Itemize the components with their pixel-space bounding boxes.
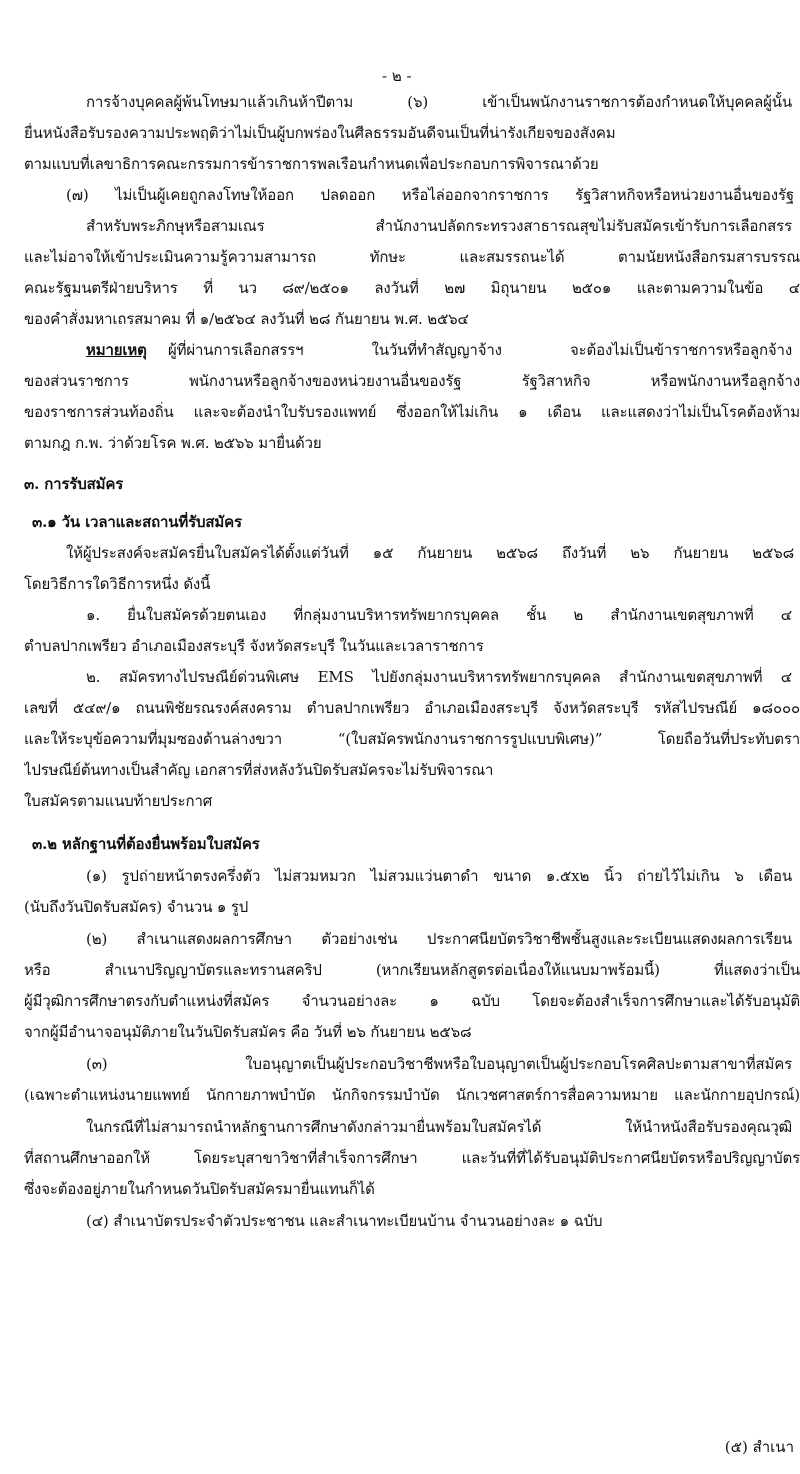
paragraph-line: (๑) รูปถ่ายหน้าตรงครึ่งตัว ไม่สวมหมวก ไม่สวมแว่นตาดำ ขนาด ๑.๕x๒ นิ้ว ถ่ายไว้ไม่เกิน ๖ เดือน bbox=[86, 867, 792, 885]
paragraph-line: ๑. ยื่นใบสมัครด้วยตนเอง ที่กลุ่มงานบริหารทรัพยากรบุคคล ชั้น ๒ สำนักงานเขตสุขภาพที่ ๔ bbox=[86, 606, 792, 624]
paragraph-line: ผู้มีวุฒิการศึกษาตรงกับตำแหน่งที่สมัคร จำนวนอย่างละ ๑ ฉบับ โดยจะต้องสำเร็จการศึกษาและได้รับอนุมัติ bbox=[24, 992, 800, 1010]
paragraph-line: ที่สถานศึกษาออกให้ โดยระบุสาขาวิชาที่สำเร็จการศึกษา และวันที่ที่ได้รับอนุมัติประกาศนียบัตรหรือปริญญาบัตร bbox=[24, 1149, 800, 1167]
paragraph-line: ๒. สมัครทางไปรษณีย์ด่วนพิเศษ EMS ไปยังกลุ่มงานบริหารทรัพยากรบุคคล สำนักงานเขตสุขภาพที่ ๔ bbox=[86, 668, 792, 686]
paragraph-line: (๒) สำเนาแสดงผลการศึกษา ตัวอย่างเช่น ประกาศนียบัตรวิชาชีพชั้นสูงและระเบียนแสดงผลการเรียน bbox=[86, 930, 792, 948]
paragraph-line: หรือ สำเนาปริญญาบัตรและทรานสคริป (หากเรียนหลักสูตรต่อเนื่องให้แนบมาพร้อมนี้) ที่แสดงว่าเป็น bbox=[24, 961, 800, 979]
paragraph-line: (เฉพาะตำแหน่งนายแพทย์ นักกายภาพบำบัด นักกิจกรรมบำบัด นักเวชศาสตร์การสื่อความหมาย และนักกายอุปกรณ์) bbox=[24, 1086, 800, 1104]
paragraph-line: ของส่วนราชการ พนักงานหรือลูกจ้างของหน่วยงานอื่นของรัฐ รัฐวิสาหกิจ หรือพนักงานหรือลูกจ้าง bbox=[24, 372, 800, 390]
continuation-marker: (๕) สำเนา bbox=[724, 1438, 794, 1456]
paragraph-line: การจ้างบุคคลผู้พ้นโทษมาแล้วเกินห้าปีตาม (๖) เข้าเป็นพนักงานราชการต้องกำหนดให้บุคคลผู้นั้น bbox=[86, 93, 792, 111]
paragraph-line: (๔) สำเนาบัตรประจำตัวประชาชน และสำเนาทะเบียนบ้าน จำนวนอย่างละ ๑ ฉบับ bbox=[86, 1212, 603, 1230]
paragraph-line: ซึ่งจะต้องอยู่ภายในกำหนดวันปิดรับสมัครมายื่นแทนก็ได้ bbox=[24, 1180, 375, 1198]
note-label: หมายเหตุ bbox=[86, 341, 147, 359]
paragraph-line: (๓) ใบอนุญาตเป็นผู้ประกอบวิชาชีพหรือใบอนุญาตเป็นผู้ประกอบโรคศิลปะตามสาขาที่สมัคร bbox=[86, 1055, 792, 1073]
paragraph-line: โดยวิธีการใดวิธีการหนึ่ง ดังนี้ bbox=[24, 575, 211, 593]
paragraph-line: จากผู้มีอำนาจอนุมัติภายในวันปิดรับสมัคร คือ วันที่ ๒๖ กันยายน ๒๕๖๘ bbox=[24, 1023, 472, 1041]
paragraph-line: (นับถึงวันปิดรับสมัคร) จำนวน ๑ รูป bbox=[24, 898, 249, 916]
subsection-heading: ๓.๒ หลักฐานที่ต้องยื่นพร้อมใบสมัคร bbox=[32, 835, 260, 853]
paragraph-line: ตามกฎ ก.พ. ว่าด้วยโรค พ.ศ. ๒๕๖๖ มายื่นด้วย bbox=[24, 434, 322, 452]
note-heading bbox=[86, 340, 147, 360]
paragraph-line: และให้ระบุข้อความที่มุมซองด้านล่างขวา “(ใบสมัครพนักงานราชการรูปแบบพิเศษ)” โดยถือวันที่ประทับตรา bbox=[24, 730, 800, 748]
paragraph-line: เลขที่ ๕๔๙/๑ ถนนพิชัยรณรงค์สงคราม ตำบลปากเพรียว อำเภอเมืองสระบุรี จังหวัดสระบุรี รหัสไปรษณีย์ ๑๘๐๐๐ bbox=[24, 699, 800, 717]
paragraph-line: คณะรัฐมนตรีฝ่ายบริหาร ที่ นว ๘๙/๒๕๐๑ ลงวันที่ ๒๗ มิถุนายน ๒๕๐๑ และตามความในข้อ ๔ bbox=[24, 279, 800, 297]
paragraph-line: (๗) ไม่เป็นผู้เคยถูกลงโทษให้ออก ปลดออก หรือไล่ออกจากราชการ รัฐวิสาหกิจหรือหน่วยงานอื่นของรัฐ bbox=[66, 186, 794, 204]
paragraph-line: ของราชการส่วนท้องถิ่น และจะต้องนำใบรับรองแพทย์ ซึ่งออกให้ไม่เกิน ๑ เดือน และแสดงว่าไม่เป็นโรคต้องห้าม bbox=[24, 403, 800, 421]
paragraph-line: ไปรษณีย์ต้นทางเป็นสำคัญ เอกสารที่ส่งหลังวันปิดรับสมัครจะไม่รับพิจารณา bbox=[24, 761, 494, 779]
section-heading: ๓. การรับสมัคร bbox=[24, 475, 124, 493]
paragraph-line: ตามแบบที่เลขาธิการคณะกรรมการข้าราชการพลเรือนกำหนดเพื่อประกอบการพิจารณาด้วย bbox=[24, 155, 599, 173]
paragraph-line: และไม่อาจให้เข้าประเมินความรู้ความสามารถ ทักษะ และสมรรถนะได้ ตามนัยหนังสือกรมสารบรรณ bbox=[24, 248, 800, 266]
paragraph-line: ของคำสั่งมหาเถรสมาคม ที่ ๑/๒๕๖๔ ลงวันที่ ๒๘ กันยายน พ.ศ. ๒๕๖๔ bbox=[24, 310, 469, 328]
paragraph-line: ให้ผู้ประสงค์จะสมัครยื่นใบสมัครได้ตั้งแต่วันที่ ๑๕ กันยายน ๒๕๖๘ ถึงวันที่ ๒๖ กันยายน ๒๕๖๘ bbox=[66, 544, 794, 562]
subsection-heading: ๓.๑ วัน เวลาและสถานที่รับสมัคร bbox=[32, 513, 242, 531]
paragraph-line: ใบสมัครตามแนบท้ายประกาศ bbox=[24, 792, 213, 810]
page-number: - ๒ - bbox=[382, 67, 412, 85]
paragraph-line: สำหรับพระภิกษุหรือสามเณร สำนักงานปลัดกระทรวงสาธารณสุขไม่รับสมัครเข้ารับการเลือกสรร bbox=[86, 217, 792, 235]
paragraph-line: ตำบลปากเพรียว อำเภอเมืองสระบุรี จังหวัดสระบุรี ในวันและเวลาราชการ bbox=[24, 637, 484, 655]
paragraph-line: ในกรณีที่ไม่สามารถนำหลักฐานการศึกษาดังกล่าวมายื่นพร้อมใบสมัครได้ ให้นำหนังสือรับรองคุณวุฒิ bbox=[86, 1118, 792, 1136]
paragraph-line: ผู้ที่ผ่านการเลือกสรรฯ ในวันที่ทำสัญญาจ้าง จะต้องไม่เป็นข้าราชการหรือลูกจ้าง bbox=[168, 341, 792, 359]
paragraph-line: ยื่นหนังสือรับรองความประพฤติว่าไม่เป็นผู้บกพร่องในศีลธรรมอันดีจนเป็นที่น่ารังเกียจของสังคม bbox=[24, 124, 616, 142]
